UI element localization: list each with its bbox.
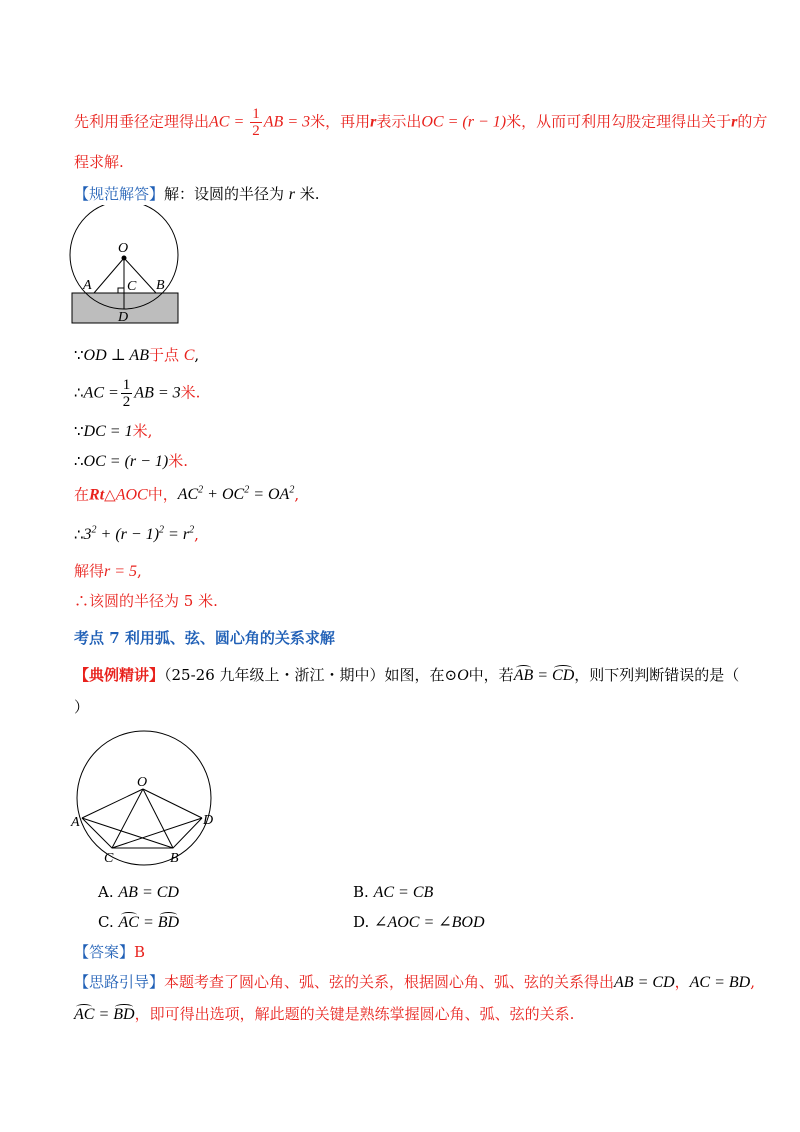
label-o-2: O — [137, 775, 148, 790]
option-c[interactable]: C. AC = BD — [98, 913, 180, 931]
hint-line-1: 先利用垂径定理得出AC = $\frac{1}{2}$ AB = 3米，再用r表示出OC = (r − 1)米，从而可利用勾股定理得出关于r的方 — [74, 106, 768, 139]
step-5: 在Rt△AOC中，$AC^2 + OC^2 = OA^2$, — [74, 485, 300, 504]
solution-label: 【规范解答】 — [74, 185, 165, 203]
answer-value: B — [134, 943, 146, 961]
step-3: ∵DC = 1米, — [74, 422, 153, 440]
section-title: 考点 7 利用弧、弦、圆心角的关系求解 — [74, 629, 335, 647]
analysis-line-2: AC = BD，即可得出选项，解此题的关键是熟练掌握圆心角、弧、弦的关系. — [74, 1005, 575, 1023]
radius-od-2 — [143, 789, 202, 818]
option-a[interactable]: A. AB = CD — [98, 883, 179, 901]
label-c-2: C — [104, 851, 114, 866]
option-b[interactable]: B. AC = CB — [353, 883, 434, 901]
step-1: ∵OD ⊥ AB于点 C, — [74, 346, 200, 364]
step-4: ∴OC = (r − 1)米. — [74, 452, 189, 470]
chord-ab — [82, 818, 173, 848]
step-8: ∴该圆的半径为 5 米. — [74, 592, 218, 610]
label-d: D — [118, 310, 129, 325]
example-question-end: ） — [74, 698, 90, 716]
step-7: 解得r = 5, — [74, 562, 142, 580]
fraction-one-half: $\frac{1}{2}$ — [252, 106, 260, 139]
analysis-label: 【思路引导】 — [74, 973, 165, 991]
label-d-2: D — [203, 813, 214, 828]
analysis-line-1: 【思路引导】本题考查了圆心角、弧、弦的关系，根据圆心角、弧、弦的关系得出AB = CD，AC = BD, — [74, 973, 755, 991]
right-angle-mark — [118, 288, 124, 293]
figure-circle-chords — [66, 728, 226, 868]
step-2: ∴AC = $\frac{1}{2}$ AB = 3米. — [74, 377, 201, 410]
answer-label: 【答案】 — [74, 943, 135, 961]
label-a: A — [83, 278, 92, 293]
chords-outline — [82, 818, 202, 848]
fraction-one-half-2: $\frac{1}{2}$ — [122, 377, 131, 410]
circle-outline-2 — [77, 731, 214, 865]
radius-oa-2 — [82, 789, 143, 818]
hint-line-2: 程求解. — [74, 153, 124, 171]
figure-circle-with-block — [64, 205, 194, 330]
label-b-2: B — [170, 851, 179, 866]
option-d[interactable]: D. ∠AOC = ∠BOD — [353, 913, 485, 931]
answer-line — [74, 942, 145, 962]
example-question: 【典例精讲】（25-26 九年级上・浙江・期中）如图，在⊙O中，若AB = CD，则下列判断错误的是（ — [74, 666, 740, 684]
step-6: $\therefore 3^2 + (r - 1)^2 = r^2$, — [74, 525, 199, 544]
label-a-2: A — [71, 815, 80, 830]
solution-intro: 【规范解答】解：设圆的半径为 r 米. — [74, 185, 320, 203]
example-label: 【典例精讲】 — [74, 666, 165, 684]
label-o: O — [118, 241, 129, 256]
label-b: B — [156, 278, 165, 293]
center-point — [122, 256, 127, 261]
label-c: C — [127, 279, 137, 294]
